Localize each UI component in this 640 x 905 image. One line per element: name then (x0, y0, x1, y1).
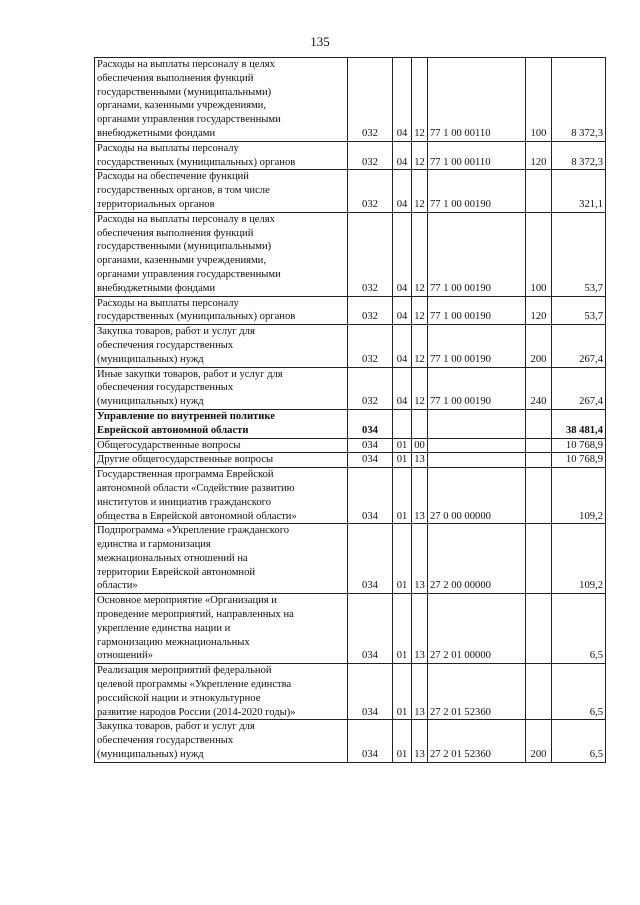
page-number: 135 (310, 34, 330, 49)
row-subsection-code: 13 (412, 720, 428, 762)
row-name: Расходы на обеспечение функций государственных органов, в том числе территориальных органов (95, 170, 348, 212)
row-target-article: 27 2 00 00000 (428, 524, 526, 594)
row-name: Расходы на выплаты персоналу в целях обеспечения выполнения функций государственными (муниципальными) органами, казенными учреждениями, органами управления государственными внебюджетными фондами (95, 58, 348, 142)
row-target-article: 27 0 00 00000 (428, 468, 526, 524)
row-target-article: 27 2 01 00000 (428, 594, 526, 664)
row-subsection-code: 12 (412, 325, 428, 367)
row-subsection-code: 13 (412, 453, 428, 468)
row-target-article: 27 2 01 52360 (428, 664, 526, 720)
table-row (95, 438, 606, 453)
row-gr-code: 032 (348, 296, 393, 325)
row-name: Управление по внутренней политике Еврейской автономной области (95, 409, 348, 438)
row-expense-type: 120 (526, 296, 552, 325)
row-section-code: 01 (393, 720, 412, 762)
row-gr-code: 032 (348, 325, 393, 367)
table-row (95, 409, 606, 438)
row-amount: 6,5 (552, 594, 606, 664)
row-gr-code: 032 (348, 141, 393, 170)
row-expense-type: 120 (526, 141, 552, 170)
row-name: Расходы на выплаты персоналу в целях обеспечения выполнения функций государственными (муниципальными) органами, казенными учреждениями, органами управления государственными внебюджетными фондами (95, 212, 348, 296)
row-gr-code: 034 (348, 594, 393, 664)
row-gr-code: 034 (348, 664, 393, 720)
row-name: Закупка товаров, работ и услуг для обеспечения государственных (муниципальных) нужд (95, 325, 348, 367)
row-target-article: 27 2 01 52360 (428, 720, 526, 762)
row-section-code: 01 (393, 438, 412, 453)
table-row (95, 720, 606, 762)
table-row (95, 325, 606, 367)
row-subsection-code: 12 (412, 58, 428, 142)
row-section-code: 01 (393, 594, 412, 664)
row-amount: 53,7 (552, 212, 606, 296)
row-gr-code: 034 (348, 409, 393, 438)
row-section-code: 01 (393, 468, 412, 524)
row-gr-code: 032 (348, 58, 393, 142)
row-expense-type (526, 438, 552, 453)
table-row (95, 296, 606, 325)
row-expense-type (526, 468, 552, 524)
row-gr-code: 034 (348, 438, 393, 453)
row-expense-type (526, 594, 552, 664)
row-amount: 267,4 (552, 367, 606, 409)
row-amount: 267,4 (552, 325, 606, 367)
row-target-article: 77 1 00 00110 (428, 58, 526, 142)
row-expense-type: 240 (526, 367, 552, 409)
row-name: Иные закупки товаров, работ и услуг для обеспечения государственных (муниципальных) нужд (95, 367, 348, 409)
row-subsection-code: 13 (412, 594, 428, 664)
row-amount: 8 372,3 (552, 58, 606, 142)
row-target-article: 77 1 00 00190 (428, 325, 526, 367)
row-name: Государственная программа Еврейской автономной области «Содействие развитию институтов и инициатив гражданского общества в Еврейской автономной области» (95, 468, 348, 524)
row-subsection-code: 12 (412, 296, 428, 325)
row-amount: 53,7 (552, 296, 606, 325)
row-amount: 8 372,3 (552, 141, 606, 170)
table-row (95, 141, 606, 170)
row-target-article: 77 1 00 00190 (428, 367, 526, 409)
row-gr-code: 034 (348, 524, 393, 594)
table-row (95, 664, 606, 720)
row-section-code: 01 (393, 524, 412, 594)
row-target-article: 77 1 00 00190 (428, 296, 526, 325)
row-amount: 10 768,9 (552, 453, 606, 468)
row-section-code: 04 (393, 212, 412, 296)
row-section-code: 04 (393, 141, 412, 170)
row-gr-code: 032 (348, 367, 393, 409)
row-gr-code: 032 (348, 170, 393, 212)
row-amount: 6,5 (552, 664, 606, 720)
row-subsection-code: 12 (412, 141, 428, 170)
row-target-article (428, 409, 526, 438)
row-expense-type: 200 (526, 325, 552, 367)
row-subsection-code: 13 (412, 524, 428, 594)
row-name: Расходы на выплаты персоналу государственных (муниципальных) органов (95, 141, 348, 170)
row-section-code: 01 (393, 664, 412, 720)
row-subsection-code: 13 (412, 468, 428, 524)
table-row (95, 468, 606, 524)
row-subsection-code: 12 (412, 170, 428, 212)
table-row (95, 58, 606, 142)
row-name: Реализация мероприятий федеральной целевой программы «Укрепление единства российской нации и этнокультурное развитие народов России (2014-2020 годы)» (95, 664, 348, 720)
row-section-code: 04 (393, 170, 412, 212)
row-name: Другие общегосударственные вопросы (95, 453, 348, 468)
row-subsection-code: 12 (412, 212, 428, 296)
row-gr-code: 034 (348, 720, 393, 762)
row-subsection-code: 13 (412, 664, 428, 720)
row-name: Расходы на выплаты персоналу государственных (муниципальных) органов (95, 296, 348, 325)
row-expense-type (526, 453, 552, 468)
row-section-code: 04 (393, 367, 412, 409)
row-name: Подпрограмма «Укрепление гражданского единства и гармонизация межнациональных отношений на территории Еврейской автономной области» (95, 524, 348, 594)
budget-table (94, 57, 606, 763)
row-target-article (428, 438, 526, 453)
row-expense-type (526, 170, 552, 212)
table-row (95, 524, 606, 594)
row-section-code (393, 409, 412, 438)
row-expense-type: 100 (526, 212, 552, 296)
row-amount: 10 768,9 (552, 438, 606, 453)
row-expense-type: 200 (526, 720, 552, 762)
row-subsection-code (412, 409, 428, 438)
row-name: Закупка товаров, работ и услуг для обеспечения государственных (муниципальных) нужд (95, 720, 348, 762)
table-row (95, 594, 606, 664)
row-expense-type: 100 (526, 58, 552, 142)
row-target-article: 77 1 00 00190 (428, 170, 526, 212)
row-gr-code: 032 (348, 212, 393, 296)
row-amount: 38 481,4 (552, 409, 606, 438)
row-target-article: 77 1 00 00190 (428, 212, 526, 296)
table-row (95, 170, 606, 212)
row-section-code: 01 (393, 453, 412, 468)
row-name: Основное мероприятие «Организация и проведение мероприятий, направленных на укрепление единства нации и гармонизацию межнациональных отношений» (95, 594, 348, 664)
row-gr-code: 034 (348, 468, 393, 524)
row-section-code: 04 (393, 296, 412, 325)
row-amount: 109,2 (552, 524, 606, 594)
row-section-code: 04 (393, 58, 412, 142)
row-amount: 6,5 (552, 720, 606, 762)
row-subsection-code: 12 (412, 367, 428, 409)
table-row (95, 453, 606, 468)
row-target-article: 77 1 00 00110 (428, 141, 526, 170)
row-target-article (428, 453, 526, 468)
row-name: Общегосударственные вопросы (95, 438, 348, 453)
row-expense-type (526, 409, 552, 438)
budget-table-body (95, 58, 606, 763)
row-section-code: 04 (393, 325, 412, 367)
row-subsection-code: 00 (412, 438, 428, 453)
row-expense-type (526, 664, 552, 720)
table-row (95, 367, 606, 409)
row-gr-code: 034 (348, 453, 393, 468)
row-expense-type (526, 524, 552, 594)
row-amount: 109,2 (552, 468, 606, 524)
row-amount: 321,1 (552, 170, 606, 212)
table-row (95, 212, 606, 296)
